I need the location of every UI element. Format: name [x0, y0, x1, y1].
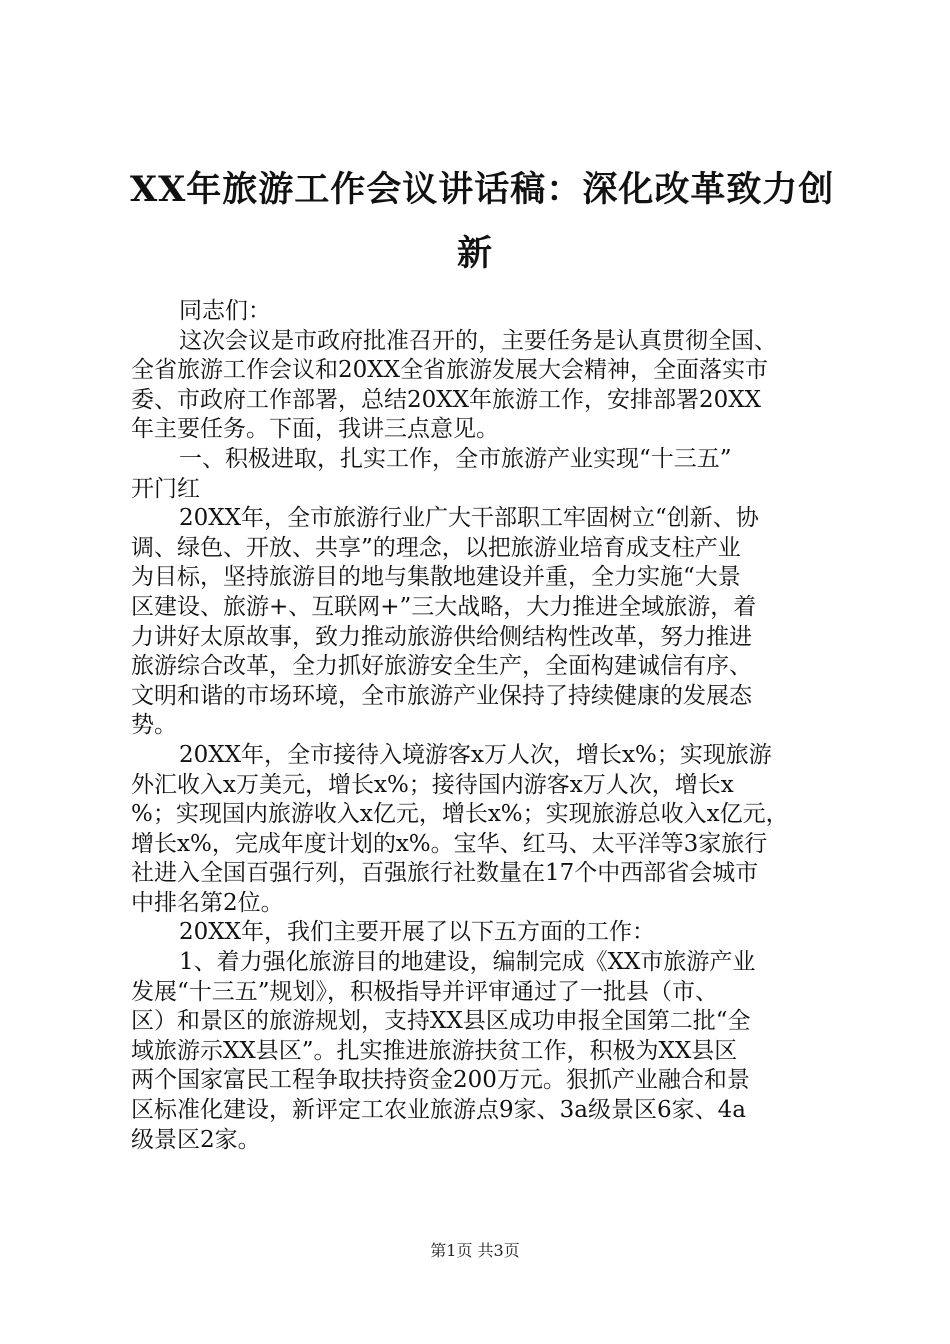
- paragraph-item-1: [131, 948, 831, 1155]
- text-line: 1、着力强化旅游目的地建设，编制完成《XX市旅游产业: [179, 949, 756, 976]
- text-line: 委、市政府工作部署，总结20XX年旅游工作，安排部署20XX: [131, 386, 762, 413]
- text-line: 同志们：: [179, 298, 271, 324]
- text-line: %；实现国内旅游收入x亿元，增长x%；实现旅游总收入x亿元，: [131, 801, 789, 828]
- page-footer: [0, 1240, 950, 1262]
- text-line: 20XX年，我们主要开展了以下五方面的工作：: [179, 919, 656, 946]
- text-line: 调、绿色、开放、共享”的理念，以把旅游业培育成支柱产业: [131, 534, 741, 561]
- paragraph-work-intro: [131, 918, 831, 948]
- section-heading-1: [131, 445, 831, 504]
- document-title: [130, 158, 835, 286]
- text-line: 两个国家富民工程争取扶持资金200万元。狠抓产业融合和景: [131, 1067, 750, 1094]
- title-line: 新: [456, 233, 493, 274]
- title-line: XX年旅游工作会议讲话稿：深化改革致力创: [130, 169, 835, 210]
- paragraph-overview: [131, 504, 831, 741]
- text-line: 文明和谐的市场环境，全市旅游产业保持了持续健康的发展态: [131, 682, 752, 709]
- text-line: 为目标，坚持旅游目的地与集散地建设并重，全力实施“大景: [131, 564, 741, 591]
- text-line: 社进入全国百强行列，百强旅行社数量在17个中西部省会城市: [131, 860, 759, 887]
- text-line: 旅游综合改革，全力抓好旅游安全生产，全面构建诚信有序、: [131, 653, 752, 680]
- text-line: 全省旅游工作会议和20XX全省旅游发展大会精神，全面落实市: [131, 357, 769, 384]
- text-line: 年主要任务。下面，我讲三点意见。: [131, 416, 499, 443]
- text-line: 域旅游示XX县区”。扎实推进旅游扶贫工作，积极为XX县区: [131, 1037, 738, 1064]
- paragraph-statistics: [131, 741, 831, 919]
- text-line: 力讲好太原故事，致力推动旅游供给侧结构性改革，努力推进: [131, 623, 752, 650]
- text-line: 开门红: [131, 475, 200, 502]
- page-number-label: 第1页 共3页: [430, 1241, 520, 1260]
- text-line: 发展“十三五”规划》，积极指导并评审通过了一批县（市、: [131, 978, 719, 1005]
- text-line: 区建设、旅游+、互联网+”三大战略，大力推进全域旅游，着: [131, 593, 757, 620]
- salutation: [131, 297, 831, 327]
- text-line: 级景区2家。: [131, 1126, 261, 1153]
- text-line: 增长x%，完成年度计划的x%。宝华、红马、太平洋等3家旅行: [131, 830, 768, 857]
- text-line: 这次会议是市政府批准召开的，主要任务是认真贯彻全国、: [179, 327, 777, 354]
- text-line: 20XX年，全市接待入境游客x万人次，增长x%；实现旅游: [179, 741, 772, 768]
- text-line: 一、积极进取，扎实工作，全市旅游产业实现“十三五”: [179, 445, 732, 472]
- document-body: [131, 297, 831, 1155]
- text-line: 区）和景区的旅游规划，支持XX县区成功申报全国第二批“全: [131, 1008, 751, 1035]
- text-line: 区标准化建设，新评定工农业旅游点9家、3a级景区6家、4a: [131, 1097, 746, 1124]
- text-line: 势。: [131, 712, 177, 739]
- text-line: 中排名第2位。: [131, 889, 284, 916]
- text-line: 外汇收入x万美元，增长x%；接待国内游客x万人次，增长x: [131, 771, 734, 798]
- text-line: 20XX年，全市旅游行业广大干部职工牢固树立“创新、协: [179, 505, 759, 532]
- paragraph-intro: [131, 327, 831, 445]
